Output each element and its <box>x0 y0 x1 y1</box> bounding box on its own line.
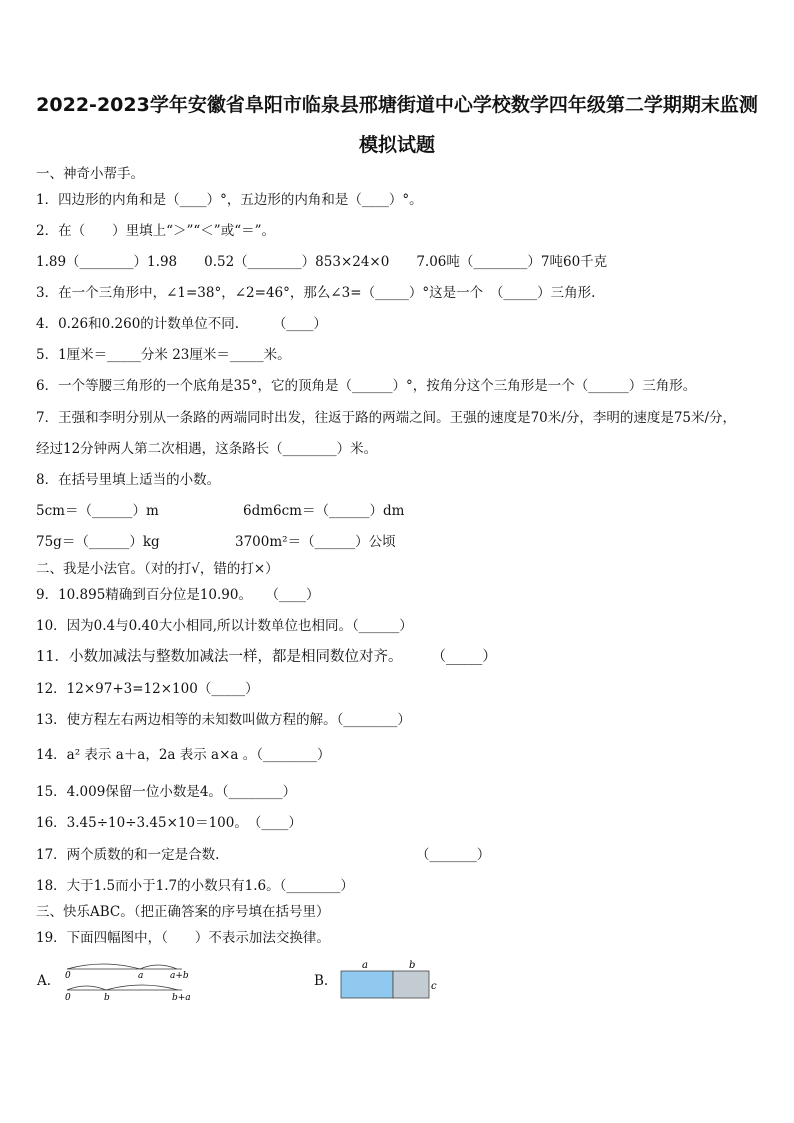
top-label-0: 0 <box>65 971 71 981</box>
page-title-line2: 模拟试题 <box>358 134 435 156</box>
question-8-item-1: 5cm＝（______）m <box>36 503 159 519</box>
question-12: 12．12×97+3=12×100（_____） <box>36 681 259 697</box>
question-8-item-2: 6dm6cm＝（______）dm <box>243 503 405 519</box>
question-17-blank: （_______） <box>416 847 491 863</box>
rect-part-b <box>393 971 429 998</box>
question-19: 19．下面四幅图中，（ ）不表示加法交换律。 <box>36 930 330 946</box>
question-5: 5．1厘米＝_____分米 23厘米＝_____米。 <box>36 347 291 363</box>
bottom-label-b: b <box>104 993 110 1003</box>
question-2-items: 1.89（________）1.98 0.52（________）853×24×0 7.06吨（________）7吨60千克 <box>36 254 608 270</box>
question-13: 13．使方程左右两边相等的未知数叫做方程的解。（________） <box>36 712 411 728</box>
question-1: 1．四边形的内角和是（____）°，五边形的内角和是（____）°。 <box>36 192 423 208</box>
option-b-label: B. <box>314 973 329 989</box>
question-7-line2: 经过12分钟两人第二次相遇，这条路长（________）米。 <box>36 441 378 457</box>
question-17: 17．两个质数的和一定是合数. <box>36 847 220 863</box>
question-6: 6．一个等腰三角形的一个底角是35°，它的顶角是（______）°，按角分这个三角形是一个（______）三角形。 <box>36 378 697 394</box>
rect-label-b: b <box>409 960 416 971</box>
bottom-label-b-plus-a: b+a <box>172 993 191 1003</box>
question-9: 9．10.895精确到百分位是10.90。 （____） <box>36 587 320 603</box>
section-1-heading: 一、神奇小帮手。 <box>36 166 144 182</box>
question-8-item-4: 3700m²＝（______）公顷 <box>235 534 396 550</box>
arc-b-plus-a <box>106 985 178 990</box>
question-7-line1: 7．王强和李明分别从一条路的两端同时出发，往返于路的两端之间。王强的速度是70米/分，李明的速度是75米/分， <box>36 410 737 426</box>
option-a-label: A. <box>37 973 52 989</box>
question-14: 14．a² 表示 a＋a，2a 表示 a×a 。（________） <box>36 747 331 763</box>
rect-part-a <box>341 971 393 998</box>
question-8: 8．在括号里填上适当的小数。 <box>36 472 221 488</box>
arc-a <box>67 964 140 969</box>
question-16: 16．3.45÷10÷3.45×10＝100。 （____） <box>36 815 302 831</box>
rect-label-a: a <box>362 960 368 971</box>
section-3-heading: 三、快乐ABC。（把正确答案的序号填在括号里） <box>36 904 330 920</box>
question-18: 18．大于1.5而小于1.7的小数只有1.6。（________） <box>36 878 354 894</box>
section-2-heading: 二、我是小法官。（对的打√，错的打×） <box>36 561 279 577</box>
question-2: 2．在（ ）里填上“＞”“＜”或“＝”。 <box>36 223 275 239</box>
question-4: 4．0.26和0.260的计数单位不同. （____） <box>36 316 327 332</box>
page-title-line1: 2022-2023学年安徽省阜阳市临泉县邢塘街道中心学校数学四年级第二学期期末监测 <box>36 94 758 116</box>
top-label-a: a <box>138 971 144 981</box>
question-11: 11．小数加减法与整数加减法一样，都是相同数位对齐。 （_____） <box>36 649 497 665</box>
rect-label-c: c <box>431 981 437 992</box>
top-label-a-plus-b: a+b <box>170 971 189 981</box>
bottom-label-0: 0 <box>65 993 71 1003</box>
question-10: 10．因为0.4与0.40大小相同,所以计数单位也相同。（______） <box>36 618 413 634</box>
option-b-rectangle-diagram <box>335 956 445 1006</box>
question-8-item-3: 75g＝（______）kg <box>36 534 160 550</box>
option-a-number-line-diagram <box>60 958 210 1006</box>
arc-a-plus-b <box>140 965 177 969</box>
arc-b <box>67 986 106 990</box>
question-3: 3．在一个三角形中，∠1=38°，∠2=46°，那么∠3=（_____）°这是一个 （_____）三角形. <box>36 285 596 301</box>
question-15: 15．4.009保留一位小数是4。（________） <box>36 784 297 800</box>
